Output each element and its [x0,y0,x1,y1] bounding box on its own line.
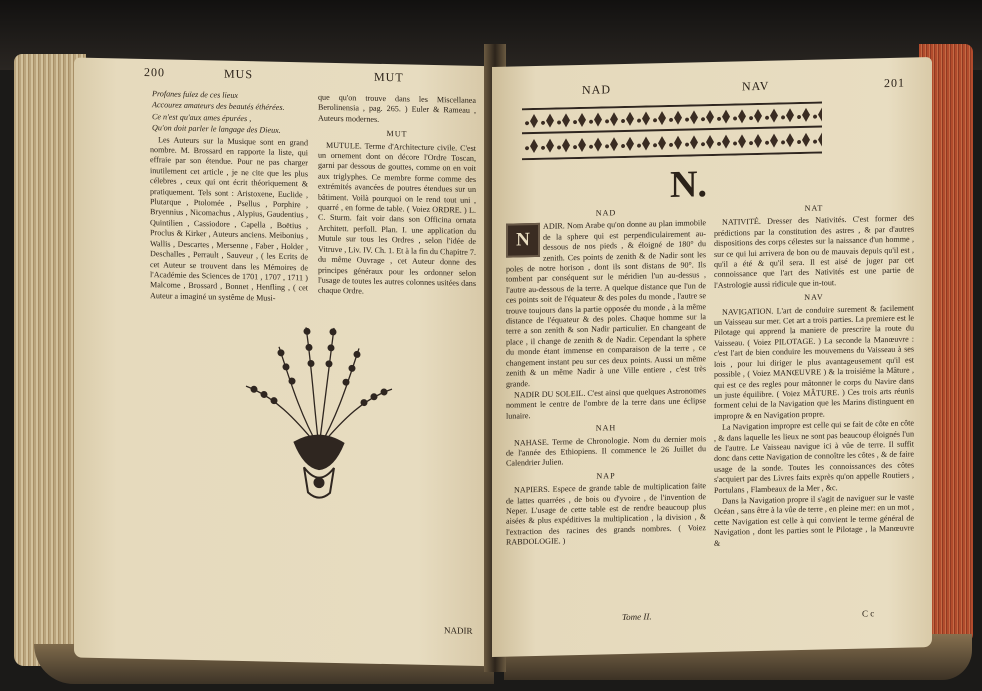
paragraph: NATIVITÉ. Dresser des Nativités. C'est former des prédictions par la constitution des astres , & par d'autres dispositions des corps célestes sur la naissance d'un homme , sur ce qui lui arrivera de bon ou de mauvais depuis qu'il est , qu'il a été & qu'il sera. Il est aisé de juger par cet connoissance que l'art des Nativités est une partie de l'Astrologie aussi ridicule que in-tout. [714,213,914,290]
section-heading: NAT [804,203,824,213]
left-column-1 [150,89,308,305]
ornament-motif [685,135,698,149]
ornament-motif [557,138,570,152]
ornament-motif [733,134,746,148]
ornament-motif [813,132,822,146]
ornament-motif [781,108,794,122]
ornament-motif [525,139,538,153]
paragraph: Dans la Navigation propre il s'agit de naviguer sur le vaste Océan , sans être à la vûe de terre , en pleine mer: en un mot , cette Navigation est celle à qui convient le terme général de Navigation , dont les parties sont le Pilotage , la Manœuvre & [714,492,914,548]
ornament-motif [781,133,794,147]
page-number-right: 201 [884,75,905,91]
open-book [14,44,972,684]
catchword-nadir: NADIR [444,625,473,636]
ornament-motif [749,134,762,148]
paragraph: NAPIERS. Espece de grande table de multiplication faite de lattes quarrées , de bois ou d'yvoire , de l'invention de Neper. L'usage de cette table est de rendre beaucoup plus aisées & plus expéditives la multiplication , la division , & l'extraction des racines des grands nombres. ( Voiez RABDOLOGIE. ) [506,481,706,547]
paragraph: Ce n'est qu'aux ames épurées , [152,111,252,124]
ornament-motif [797,108,810,122]
paragraph: Profanes fuïez de ces lieux [152,89,239,100]
ornament-motif [541,139,554,153]
ornament-motif [733,109,746,123]
ornament-motif [717,110,730,124]
ornament-motif [589,137,602,151]
right-column-1 [506,202,706,549]
floral-fleuron-icon [234,316,404,505]
ornament-motif [765,109,778,123]
paragraph: Qu'on doit parler le langage des Dieux. [152,123,281,136]
ornament-motif [653,136,666,150]
signature-tome: Tome II. [622,611,652,623]
ornament-motif [621,112,634,126]
ornament-motif [525,114,538,128]
ornament-motif [797,133,810,147]
section-heading: NAH [595,423,617,433]
left-column-2 [318,93,476,301]
right-page [492,57,932,657]
ornament-motif [605,112,618,126]
running-head-mut: MUT [374,69,404,85]
running-head-nad: NAD [582,82,611,97]
ornament-motif [749,109,762,123]
ornament-motif [685,110,698,124]
ornament-motif [669,111,682,125]
ornament-motif [669,136,682,150]
ornament-motif [621,137,634,151]
paragraph: Accourez amateurs des beautés éthérées. [152,100,285,113]
ornament-motif [605,137,618,151]
left-page [74,57,504,666]
ornament-motif [765,134,778,148]
ornament-motif [701,135,714,149]
ornament-motif [653,111,666,125]
ornament-motif [557,113,570,127]
ornament-motif [573,113,586,127]
paragraph: NADIR DU SOLEIL. C'est ainsi que quelques Astronomes nomment le centre de l'ombre de la terre dans une éclipse lunaire. [506,386,706,421]
page-number-left: 200 [144,64,165,80]
ornament-motif [573,138,586,152]
running-head-mus: MUS [224,66,254,82]
ornament-motif [541,114,554,128]
paragraph: N ADIR. Nom Arabe qu'on donne au plan immobile de la sphere qui est perpendiculairement au-dessous de nos pieds , & éloigné de 180° du zenith. Ces points de zenith & de Nadir sont les poles de notre horison , dont ils sont distans de 90°. Ils tombent par conséquent sur le méridien l'un au-dessus , l'autre au-dessous de la terre. A quelque distance que l'un de ces points soit de l'équateur & des poles du monde , l'autre se trouve toujours dans la partie opposée du monde , à la même distance de l'équateur & des poles. Chaque homme sur la terre a son zenith & son Nadir particulier. En changeant de place , il change de zenith & de Nadir. Cependant la sphere du monde étant immense en comparaison de la terre , ce changement instant peu sur ces deux points. Aussi un même zenith & un même Nadir à une Ville entiere , c'est très grande. [506,218,706,389]
catchword-cc: C c [862,608,875,619]
section-heading: NAD [595,208,617,218]
paragraph: NAVIGATION. L'art de conduire surement & facilement un Vaisseau sur mer. Cet art a trois parties. La premiere est le Pilotage qui apprend la maniere de prescrire la route du Vaisseau. ( Voiez PILOTAGE. ) La seconde la Manœuvre : c'est l'art de bien conduire les mouvemens du Vaisseau à ses lois , pour lui diriger le plus avantageusement qu'il est possible , ( Voiez MANŒUVRE ) & la troisiéme la Mâture , qui est ce des regles pour mâtonner le corps du Navire dans un juste équilibre. ( Voiez MÂTURE. ) Ces trois arts réunis forment celui de la Navigation que les Marins distinguent en impropre & en Navigation propre. [714,303,914,421]
section-heading: NAV [804,292,824,303]
paragraph: La Navigation impropre est celle qui se fait de côte en côte , & dans laquelle les lieux ne sont pas beaucoup éloignés l'un de l'autre. Le Vaisseau navigue ici à vûe de terre. Il suffit donc dans cette Navigation de connoître les côtes , & de faire usage de la sonde. Toutes les connoissances des côtes s'acquiert par des Livres faits exprès qu'on appelle Routiers , Portulans , Flambeaux de la Mer , &c. [714,418,914,495]
ornament-motif [717,135,730,149]
ornament-motif [637,136,650,150]
section-heading: NAP [596,470,616,481]
paragraph: NAHASE. Terme de Chronologie. Nom du dernier mois de l'année des Ethiopiens. Il commence le 26 Juillet du Calendrier Julien. [506,433,706,469]
ornament-motif [589,112,602,126]
right-column-2 [714,197,914,550]
drop-cap-n: N [506,223,540,258]
ornament-motif [813,107,822,121]
section-heading: MUT [386,129,408,139]
running-head-nav: NAV [742,78,770,94]
ornament-motif [637,111,650,125]
paragraph: Les Auteurs sur la Musique sont en grand nombre. M. Brossard en rapporte la liste, qui effraie par son étendue. Pour ne pas charger inutilement cet article , je ne cite que les plus célebres , ceux qui ont écrit théoriquement & pratiquement. Tels sont : Aristoxene, Euclide , Plutarque , Ptolomée , Psellus , Porphire , Bryennius , Nicomachus , Alypius, Gaudentius , Quintilien , Cassiodore , Capella , Boëtius , Proclus & Kirker , Auteurs anciens. Meibonius , Wallis , Descartes , Mersenne , Faber , Holder , Deschalles , Perrault , Sauveur , ( les Ecrits de cet Auteur se trouvent dans les Mémoires de l'Académie des Sciences de 1701 , 1707 , 1711 ) Malcome , Brossard , Bonnet , Henfling , ( cet Auteur a imaginé un systême de Musi- [150,134,308,303]
paragraph: que qu'on trouve dans les Miscellanea Berolinensia , pag. 265. ) Euler & Rameau , Auteurs modernes. [318,92,476,124]
ornamental-band-icon [522,102,822,161]
paragraph: MUTULE. Terme d'Architecture civile. C'est un ornement dont on décore l'Ordre Toscan, garni par dessous de gouttes, comme on en voit aux triglyphes. Ce membre forme comme des extrémités avancées de poutres étendues sur un bâtiment. Voilà pourquoi on le rend tout uni , quarré , en forme de table. ( Voiez ORDRE. ) L. C. Sturm. fait voir dans son Officina ornata Architett. perfoll. Plan. I. une application du Mutule sur tous les Ordres , selon l'idée de Vitruve , Liv. IV. Ch. 1. Et à la fin du Chapitre 7. du même Ouvrage , cet Auteur donne des principes généraux pour les ordonner selon l'usage de toutes les autres colonnes usitées dans chaque Ordre. [318,140,476,296]
section-letter-n: N. [670,163,707,206]
ornament-motif [701,110,714,124]
